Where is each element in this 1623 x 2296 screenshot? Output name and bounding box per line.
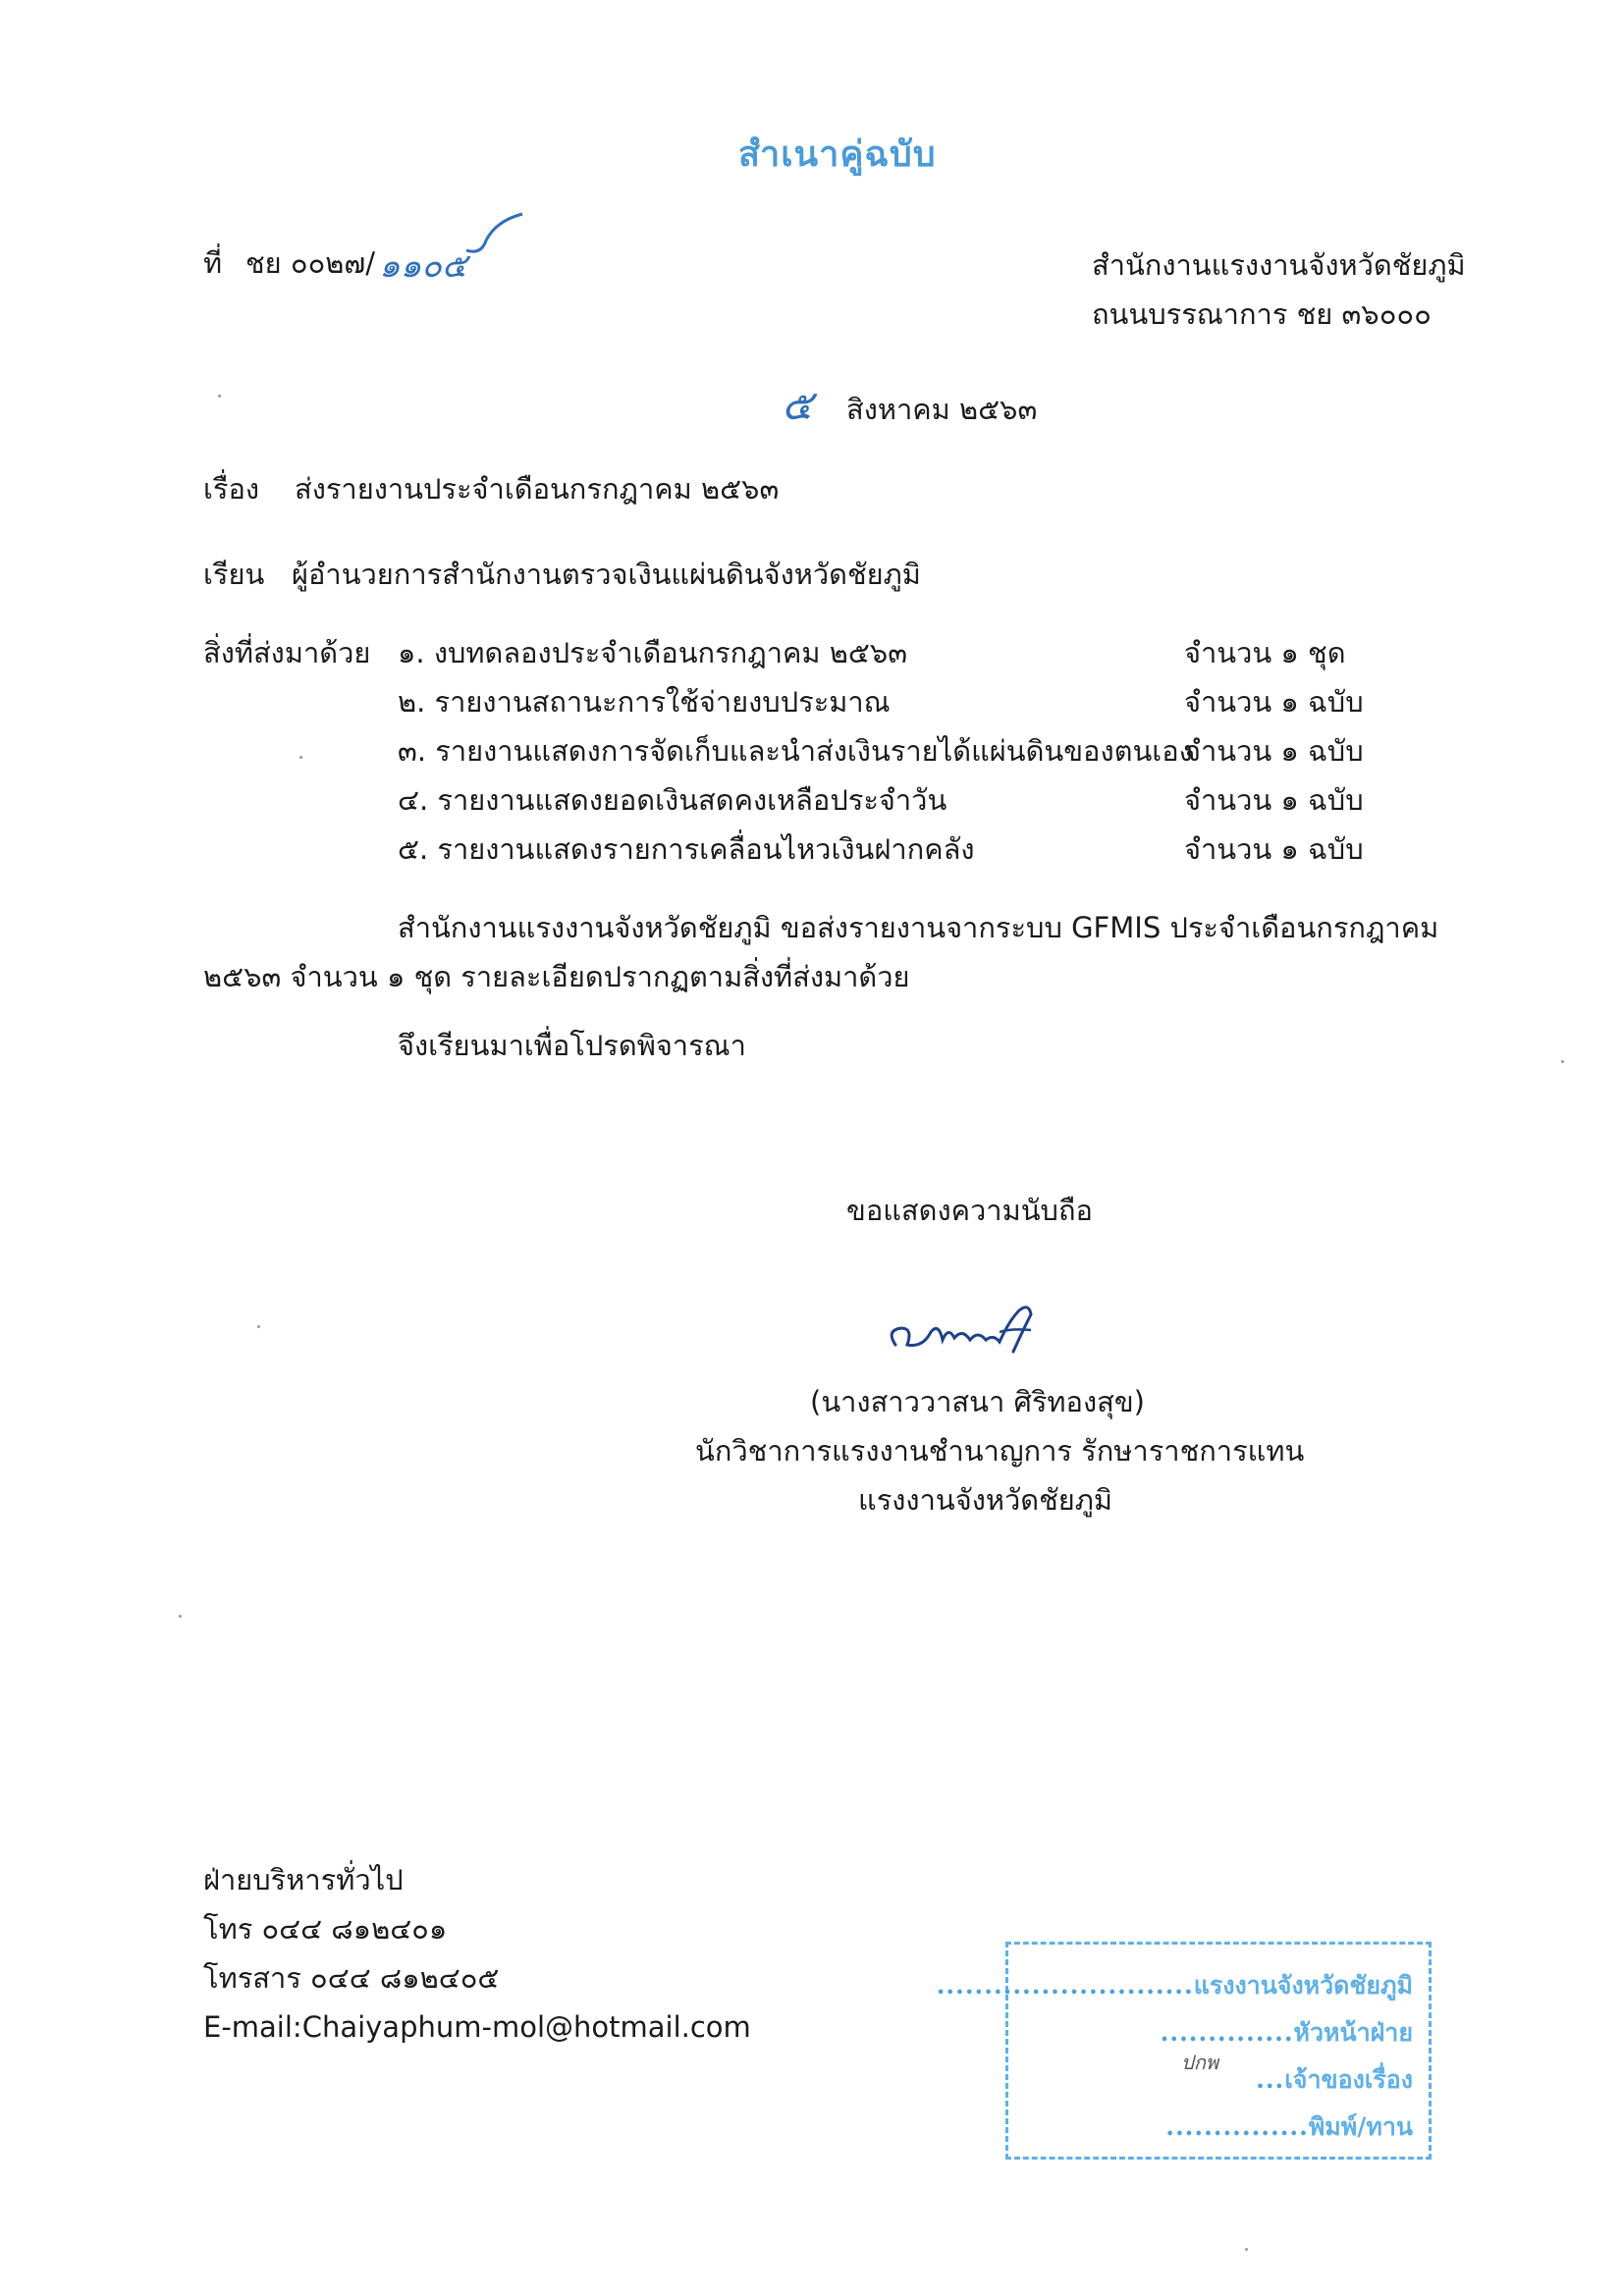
attachments-label: สิ่งที่ส่งมาด้วย xyxy=(203,636,371,669)
stamp-label: เจ้าของเรื่อง xyxy=(1284,2065,1413,2094)
body-para2: จึงเรียนมาเพื่อโปรดพิจารณา xyxy=(398,1029,746,1062)
body-para1-line2: ๒๕๖๓ จำนวน ๑ ชุด รายละเอียดปรากฏตามสิ่งที่ส่งมาด้วย xyxy=(203,960,910,993)
recipient-text: ผู้อำนวยการสำนักงานตรวจเงินแผ่นดินจังหวัดชัยภูมิ xyxy=(292,558,921,591)
attachment-text: ๔. รายงานแสดงยอดเงินสดคงเหลือประจำวัน xyxy=(398,783,947,817)
copy-stamp: สำเนาคู่ฉบับ xyxy=(738,134,937,175)
attachment-text: ๓. รายงานแสดงการจัดเก็บและนำส่งเงินรายได้แผ่นดินของตนเอง xyxy=(398,734,1193,768)
ref-handwritten: ๑๑๐๕ xyxy=(379,246,467,286)
stamp-dots: ... xyxy=(1256,2065,1285,2094)
attachment-item xyxy=(0,780,1623,828)
scan-speck xyxy=(179,1615,182,1618)
scan-speck xyxy=(257,1325,260,1328)
stamp-line-owner xyxy=(1256,2060,1413,2100)
stamp-initials: ปกพ xyxy=(1181,2051,1218,2074)
footer-email: E-mail:Chaiyaphum-mol@hotmail.com xyxy=(203,2010,751,2044)
attachment-qty: จำนวน ๑ ฉบับ xyxy=(1184,734,1364,768)
body-para1-line1: สำนักงานแรงงานจังหวัดชัยภูมิ ขอส่งรายงานจากระบบ GFMIS ประจำเดือนกรกฎาคม xyxy=(398,911,1439,944)
scan-speck xyxy=(1561,1060,1564,1063)
date-day-handwritten: ๕ xyxy=(782,381,813,429)
attachment-qty: จำนวน ๑ ฉบับ xyxy=(1184,685,1364,719)
received-stamp xyxy=(936,1942,1432,2160)
stamp-line-typist xyxy=(1165,2108,1413,2147)
footer-department: ฝ่ายบริหารทั่วไป xyxy=(203,1863,404,1896)
footer-phone: โทร ๐๔๔ ๘๑๒๔๐๑ xyxy=(203,1912,448,1946)
stamp-label: พิมพ์/ทาน xyxy=(1308,2112,1413,2141)
signer-position: นักวิชาการแรงงานชำนาญการ รักษาราชการแทน xyxy=(695,1434,1305,1468)
scan-speck xyxy=(1245,2248,1248,2251)
stamp-dots: ........................... xyxy=(936,1971,1194,2000)
stamp-label: แรงงานจังหวัดชัยภูมิ xyxy=(1193,1971,1413,2000)
ref-label: ที่ xyxy=(203,246,223,280)
attachment-item xyxy=(0,829,1623,877)
stamp-dots: .............. xyxy=(1160,2018,1294,2047)
attachment-qty: จำนวน ๑ ฉบับ xyxy=(1184,783,1364,817)
attachment-text: ๑. งบทดลองประจำเดือนกรกฎาคม ๒๕๖๓ xyxy=(398,636,908,669)
attachment-item xyxy=(0,731,1623,778)
ref-checkmark-icon xyxy=(461,206,530,275)
attachment-qty: จำนวน ๑ ฉบับ xyxy=(1184,832,1364,866)
office-address: ถนนบรรณาการ ชย ๓๖๐๐๐ xyxy=(1092,297,1432,331)
scan-speck xyxy=(299,756,302,759)
attachment-item xyxy=(0,633,1623,680)
closing-salutation: ขอแสดงความนับถือ xyxy=(846,1194,1093,1227)
attachment-text: ๕. รายงานแสดงรายการเคลื่อนไหวเงินฝากคลัง xyxy=(398,832,975,866)
attachment-text: ๒. รายงานสถานะการใช้จ่ายงบประมาณ xyxy=(398,685,891,719)
subject-text: ส่งรายงานประจำเดือนกรกฎาคม ๒๕๖๓ xyxy=(295,472,780,506)
attachment-item xyxy=(0,682,1623,729)
stamp-label: หัวหน้าฝ่าย xyxy=(1293,2018,1413,2047)
date-month-year: สิงหาคม ๒๕๖๓ xyxy=(846,393,1038,426)
stamp-dots: ............... xyxy=(1165,2112,1309,2141)
subject-label: เรื่อง xyxy=(203,472,260,506)
signature-icon xyxy=(884,1291,1060,1364)
office-name: สำนักงานแรงงานจังหวัดชัยภูมิ xyxy=(1092,248,1466,282)
stamp-line-office xyxy=(937,1966,1413,2005)
recipient-label: เรียน xyxy=(203,558,265,591)
footer-fax: โทรสาร ๐๔๔ ๘๑๒๔๐๕ xyxy=(203,1961,500,1995)
ref-number: ชย ๐๐๒๗/ xyxy=(245,246,375,280)
signer-office: แรงงานจังหวัดชัยภูมิ xyxy=(858,1483,1112,1517)
attachment-qty: จำนวน ๑ ชุด xyxy=(1184,636,1346,669)
scan-speck xyxy=(218,395,221,398)
signer-name: (นางสาววาสนา ศิริทองสุข) xyxy=(810,1385,1145,1418)
